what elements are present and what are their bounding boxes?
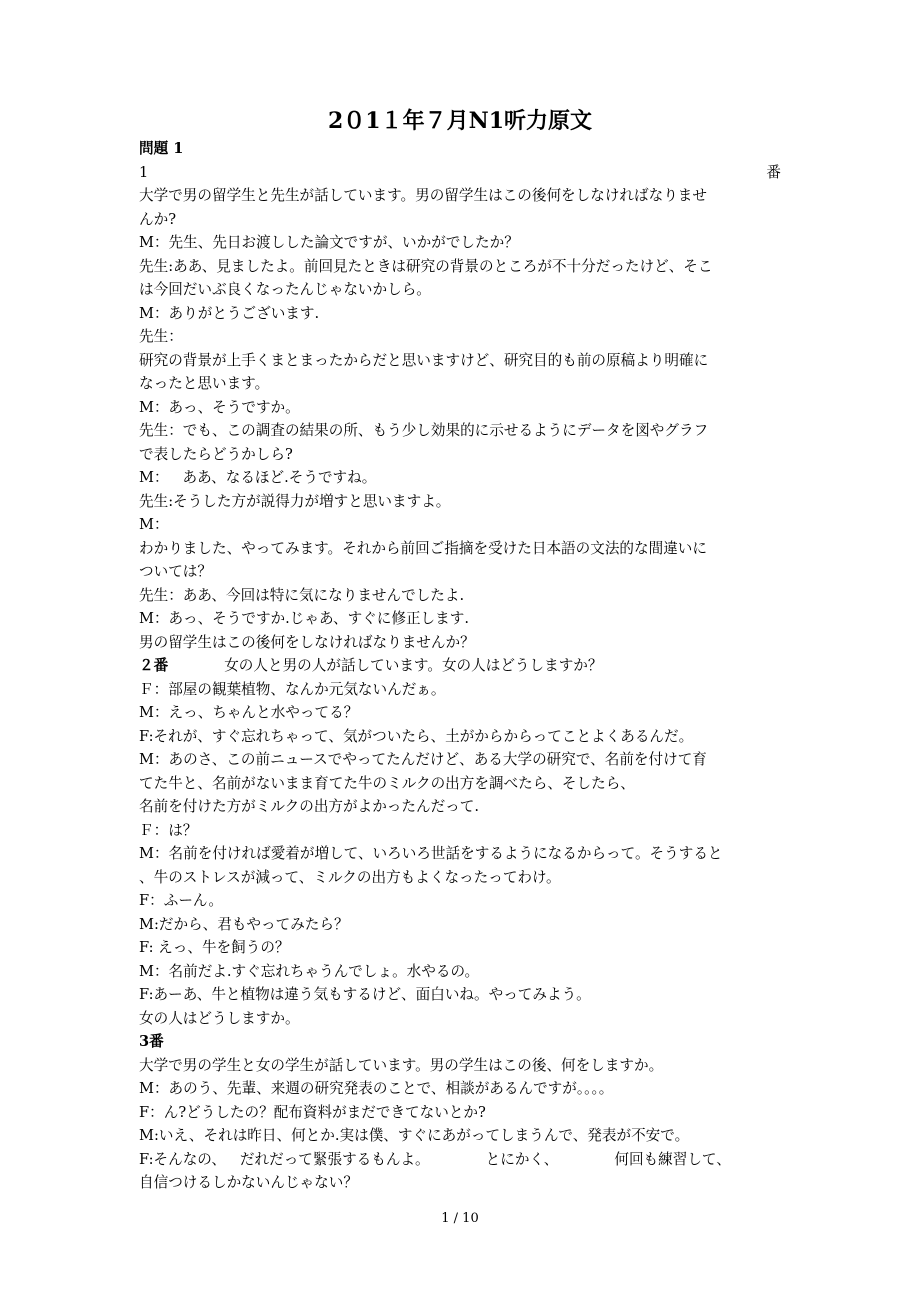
question-1-header: [139, 161, 781, 185]
q1-dialogue-line: ついては？: [139, 563, 212, 580]
q3-dialogue-line: M:いえ、それは昨日、何とか.実は僕、すぐにあがってしまうんで、発表が不安で。: [139, 1127, 690, 1144]
dialogue-segment: だれだって緊張するもんよ。: [239, 1150, 430, 1168]
q2-dialogue-line: 、牛のストレスが減って、ミルクの出方もよくなったってわけ。: [139, 868, 561, 886]
q3-dialogue-line: [139, 1148, 781, 1172]
q2-dialogue-line: てた牛と、名前がないまま育てた牛のミルクの出方を調べたら、そしたら、: [139, 774, 635, 792]
q2-dialogue-line: M：名前を付ければ愛着が増して、いろいろ世話をするようになるからって。そうすると: [139, 845, 723, 862]
q2-dialogue-line: M：名前だよ.すぐ忘れちゃうんでしょ。水やるの。: [139, 962, 480, 980]
q2-dialogue-line: F: えっ、牛を飼うの？: [139, 939, 290, 956]
q1-question: 男の留学生はこの後何をしなければなりませんか？: [139, 633, 475, 651]
q2-dialogue-line: M:だから、君もやってみたら？: [139, 915, 349, 933]
q2-dialogue-line: F：ふーん。: [139, 892, 223, 909]
q3-dialogue-line: F：ん?どうしたの？配布資料がまだできてないとか?: [139, 1103, 486, 1121]
question-1-ban: 番: [766, 163, 781, 181]
q2-dialogue-line: F:あーあ、牛と植物は違う気もするけど、面白いね。やってみよう。: [139, 986, 591, 1003]
question-2-intro: 女の人と男の人が話しています。女の人はどうしますか？: [224, 657, 603, 674]
q1-dialogue-line: で表したらどうかしら?: [139, 445, 293, 463]
q1-dialogue-line: [139, 466, 781, 490]
q1-intro-line-1: 大学で男の留学生と先生が話しています。男の留学生はこの後何をしなければなりませ: [139, 187, 707, 204]
q3-dialogue-line: 自信つけるしかないんじゃない？: [139, 1174, 358, 1191]
q2-dialogue-line: Ｆ：部屋の観葉植物、なんか元気ないんだぁ。: [139, 680, 446, 698]
section-heading: 問題 1: [139, 140, 184, 157]
document-title: 2０1１年７月N1听力原文: [327, 108, 593, 134]
q2-dialogue-line: Ｆ：は？: [139, 821, 198, 839]
question-3-label: 3番: [139, 1033, 164, 1050]
q1-dialogue-line: わかりました、やってみます。それから前回ご指摘を受けた日本語の文法的な間違いに: [139, 539, 707, 557]
speaker-label: M：: [139, 469, 169, 486]
q2-dialogue-line: 名前を付けた方がミルクの出方がよかったんだって.: [139, 798, 480, 815]
q1-dialogue-line: 先生：ああ、今回は特に気になりませんでしたよ.: [139, 586, 465, 604]
dialogue-text: ああ、なるほど.そうですね。: [182, 469, 377, 486]
q1-dialogue-line: M：あっ、そうですか。: [139, 398, 300, 416]
q1-dialogue-line: M：あっ、そうですか.じゃあ、すぐに修正します.: [139, 610, 469, 627]
dialogue-segment: F:そんなの、: [139, 1150, 226, 1168]
q1-dialogue-line: 先生：: [139, 328, 183, 345]
q2-question: 女の人はどうしますか。: [139, 1009, 300, 1027]
question-1-number: 1: [139, 163, 149, 181]
q1-dialogue-line: 先生:ああ、見ましたよ。前回見たときは研究の背景のところが不十分だったけど、そこ: [139, 257, 713, 275]
q2-dialogue-line: F:それが、すぐ忘れちゃって、気がついたら、土がからからってことよくあるんだ。: [139, 727, 694, 745]
q1-dialogue-line: M：先生、先日お渡しした論文ですが、いかがでしたか？: [139, 234, 519, 251]
q1-dialogue-line: 先生:そうした方が説得力が増すと思いますよ。: [139, 492, 451, 510]
question-2-header: [139, 654, 781, 678]
dialogue-segment: とにかく、: [485, 1150, 559, 1168]
q2-dialogue-line: M：えっ、ちゃんと水やってる？: [139, 704, 359, 721]
q3-intro: 大学で男の学生と女の学生が話しています。男の学生はこの後、何をしますか。: [139, 1056, 664, 1074]
dialogue-segment: 何回も練習して、: [614, 1150, 731, 1168]
q1-dialogue-line: 先生：でも、この調査の結果の所、もう少し効果的に示せるようにデータを図やグラフ: [139, 422, 709, 439]
q1-dialogue-line: 研究の背景が上手くまとまったからだと思いますけど、研究目的も前の原稿より明確に: [139, 351, 709, 369]
q1-dialogue-line: なったと思います。: [139, 375, 270, 392]
q1-dialogue-line: M：: [139, 516, 169, 533]
q1-dialogue-line: は今回だいぶ良くなったんじゃないかしら。: [139, 281, 431, 298]
page-number: 1 / 10: [441, 1211, 479, 1226]
q1-dialogue-line: M：ありがとうございます.: [139, 304, 320, 322]
q1-intro-line-2: んか?: [139, 210, 177, 228]
q2-dialogue-line: M：あのさ、この前ニュースでやってたんだけど、ある大学の研究で、名前を付けて育: [139, 751, 707, 768]
question-2-label: ２番: [139, 657, 169, 674]
q3-dialogue-line: M：あのう、先輩、来週の研究発表のことで、相談があるんですが。。。。: [139, 1080, 614, 1097]
document-body: [139, 137, 781, 1195]
